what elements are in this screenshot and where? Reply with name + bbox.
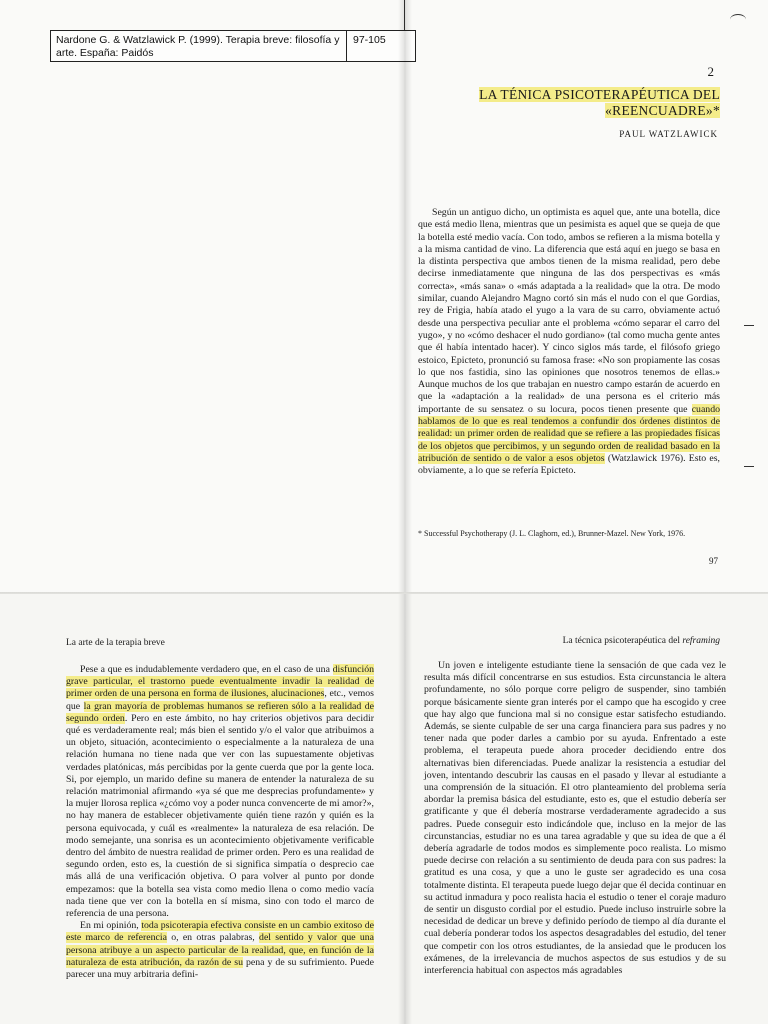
reference-box: [50, 30, 416, 62]
page98-paragraph-2: [66, 920, 374, 981]
chapter-title: [479, 87, 720, 119]
page98-running-head: La arte de la terapia breve: [66, 638, 165, 648]
chapter-author: PAUL WATZLAWICK: [619, 129, 718, 139]
page98-highlight: disfunción grave particular, el trastorno puede eventualmente invadir la realidad de primer orden de una persona en forma de ilusiones, alucinaciones: [66, 664, 374, 700]
page-number: 97: [709, 556, 718, 566]
page97-footnote: * Successful Psychotherapy (J. L. Claghorn, ed.), Brunner-Mazel. New York, 1976.: [418, 529, 686, 538]
margin-tick: [744, 325, 754, 326]
page97-paragraph: [418, 207, 720, 478]
page99-body: [424, 660, 726, 977]
chapter-title-line2: «REENCUADRE»*: [605, 103, 720, 118]
reference-citation: Nardone G. & Watzlawick P. (1999). Terapia breve: filosofía y arte. España: Paidós: [56, 34, 340, 59]
page98-body: [66, 664, 374, 981]
reference-pages: 97-105: [346, 31, 415, 61]
page97-body: [418, 207, 720, 478]
page99-running-head-italic: reframing: [682, 636, 720, 646]
page98-text: o, en otras palabras,: [166, 932, 260, 944]
page98-highlight: del sentido y valor que una persona atribuye a un aspecto particular de la realidad, que, en función de la naturaleza de esta atribución, da razón de su: [66, 932, 375, 968]
page98-highlight: la gran mayoría de problemas humanos se refieren sólo a la realidad de segundo orden: [66, 700, 374, 724]
page98-highlight: toda psicoterapia efectiva consiste en un cambio exitoso de este marco de referencia: [66, 920, 374, 944]
page98-text: Pese a que es indudablemente verdadero que, en el caso de una: [80, 664, 333, 675]
page98-text: , etc., vemos que: [66, 688, 374, 712]
corner-pen-mark: [730, 14, 746, 25]
page97-text-a: Según un antiguo dicho, un optimista es aquel que, ante una botella, dice que está medio llena, mientras que un pesimista es aquel que se queja de que la botella esté medio vacía. Con todo, ambos se refieren a la misma botella y a la misma cantidad de vino. La diferencia que está aquí en juego se basa en la distinta perspectiva que ambos tienen de la misma realidad, pero debe decirse inmediatamente que ninguna de las dos perspectivas es «más correcta», «más sana» o «más adaptada a la realidad» que la otra. De modo similar, cuando Alejandro Magno cortó sin más el nudo con el que Gordias, rey de Frigia, había atado el yugo a la vara de su carro, obviamente actuó desde una perspectiva peculiar ante el problema «cómo separar el carro del yugo», y no «cómo deshacer el nudo gordiano» (tal como mucha gente antes que él había intentado hacer). Y cinco siglos más tarde, el filósofo griego estoico, Epicteto, pronunció su famosa frase: «No son propiamente las cosas lo que nos fastidia, sino las opiniones que nosotros tenemos de ellas.» Aunque muchos de los que trabajan en nuestro campo estarán de acuerdo en que la «adaptación a la realidad» de una persona es el criterio más importante de su sensatez o su locura, pocos tienen presente que: [418, 207, 720, 415]
book-gutter: [398, 594, 412, 1024]
page99-running-head-text: La técnica psicoterapéutica del: [562, 636, 683, 646]
page98-text: En mi opinión,: [80, 920, 142, 932]
page97-highlight: cuando hablamos de lo que es real tendemos a confundir dos órdenes distintos de realidad: un primer orden de realidad que se refiere a las propiedades físicas de los objetos que percibimos, y un segundo orden de realidad basado en la atribución de sentido o de valor a esos objetos: [418, 403, 720, 464]
page99-running-head: [563, 636, 720, 646]
page98-text: pena y de su sufrimiento. Puede parecer una muy arbitraria defini-: [66, 956, 374, 981]
page98-text: . Pero en este ámbito, no hay criterios objetivos para decidir qué es verdaderamente real; más bien el sentido y/o el valor que atribuimos a un objeto, situación, acontecimiento o especialmente a la naturaleza de una relación humana no tiene nada que ver con las supuestamente objetivas verdades platónicas, más percibidas por la gente cuerda que por la gente loca. Si, por ejemplo, un marido define su manera de entender la naturaleza de su relación matrimonial afirmando «ya sé que me desprecias profundamente» y la mujer llorosa replica «¿cómo voy a poder nunca convencerte de mi amor?», no hay manera de establecer objetivamente quién tiene razón y quién es la persona equivocada, y cuál es «realmente» la naturaleza de esa relación. De modo semejante, una sonrisa es un acontecimiento objetivamente verificable dentro del ámbito de nuestra realidad de primer orden. Pero es una realidad de segundo orden, esto es, la cuestión de si significa simpatía o desprecio cae más allá de una verificación objetiva. O para volver al punto por donde empezamos: que la botella sea vista como medio llena o como medio vacía nada tiene que ver con la botella en sí misma, sino con todo el marco de referencia de una persona.: [66, 712, 374, 920]
page97-text-b: (Watzlawick 1976). Esto es, obviamente, a lo que se refería Epicteto.: [418, 452, 720, 477]
book-gutter: [398, 0, 412, 594]
page98-paragraph-1: [66, 664, 374, 920]
page99-paragraph: Un joven e inteligente estudiante tiene la sensación de que cada vez le resulta más difícil concentrarse en sus estudios. Esta circunstancia le altera profundamente, no sólo porque corre peligro de suspender, sino también porque básicamente siente gran interés por el campo que ha escogido y cree que hay algo que funciona mal si no consigue estar satisfecho estudiando. Además, se siente culpable de ser una carga financiera para sus padres y no tener nada que poder darles a cambio por su ayuda. Enfrentado a este problema, el terapeuta puede ahora proceder decidiendo entre dos alternativas bien diferenciadas. Puede analizar la resistencia a estudiar del joven, intentando descubrir las causas en el pasado y llevar al estudiante a una comprensión de la situación. El otro planteamiento del problema sería abordar la premisa básica del estudiante, esto es, que el estudio debería ser gratificante y que él debería mostrarse verdaderamente agradecido a sus padres. Puede conseguir esto indicándole que, incluso en la mejor de las circunstancias, estudiar no es una tarea agradable y que su idea de que a él debería agradarle de todos modos es simplemente poco realista. Lo mismo puede decirse con relación a su sentimiento de deuda para con sus padres: la gratitud es una cosa, y que a uno le guste ser agradecido es una cosa totalmente distinta. El terapeuta puede luego dejar que él decida continuar en su actitud inmadura y poco realista hacia el estudio o tener el coraje maduro de sentir un disgusto cordial por el estudio. Puede incluso instruirle sobre la necesidad de dedicar un breve y definido período de tiempo al día durante el cual debería ponderar todos los aspectos desagradables del estudio, del tener que competir con los otros estudiantes, de la ansiedad que le producen los exámenes, de la irrelevancia de muchos aspectos de sus estudios y de su interferencia habitual con aspectos más agradables: [424, 660, 726, 977]
chapter-title-line1: LA TÉNICA PSICOTERAPÉUTICA DEL: [479, 87, 720, 102]
margin-tick: [744, 466, 754, 467]
chapter-number: 2: [707, 64, 714, 79]
